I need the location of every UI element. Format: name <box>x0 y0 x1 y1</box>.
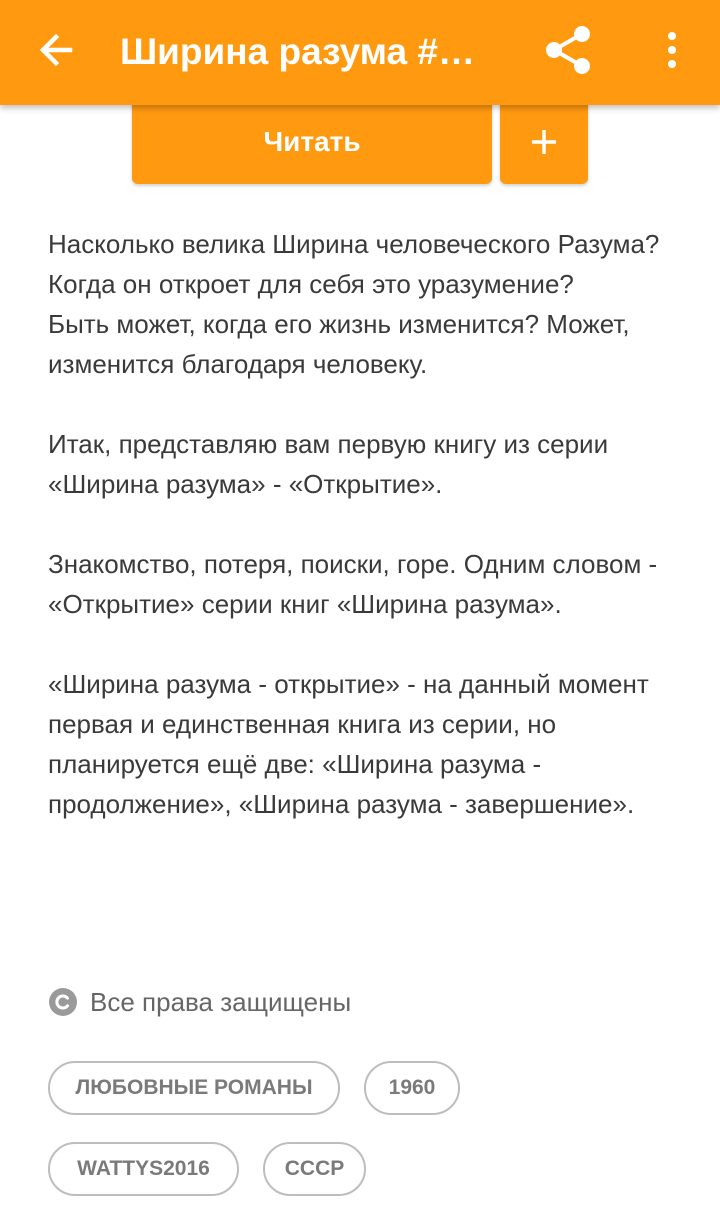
tag-chip[interactable]: 1960 <box>364 1061 460 1115</box>
description-paragraph: Итак, представляю вам первую книгу из серии «Ширина разума» - «Открытие». <box>48 429 609 499</box>
story-description <box>48 224 688 824</box>
share-button[interactable] <box>542 24 594 76</box>
copyright-notice <box>48 982 351 1022</box>
add-to-library-button[interactable] <box>500 100 588 184</box>
app-bar <box>0 0 720 105</box>
read-button-label: Читать <box>263 126 361 157</box>
description-paragraph: «Ширина разума - открытие» - на данный момент первая и единственная книга из серии, но планируется ещё две: «Ширина разума - продолжение», «Ширина разума - завершение». <box>48 669 649 819</box>
tag-chip[interactable]: WATTYS2016 <box>48 1142 239 1196</box>
tag-chip[interactable]: ЛЮБОВНЫЕ РОМАНЫ <box>48 1061 340 1115</box>
copyright-icon <box>48 987 78 1017</box>
arrow-left-icon <box>36 30 76 70</box>
description-paragraph: Знакомство, потеря, поиски, горе. Одним словом - «Открытие» серии книг «Ширина разума». <box>48 549 658 619</box>
more-options-button[interactable] <box>660 30 684 70</box>
copyright-text: Все права защищены <box>90 986 352 1017</box>
share-icon <box>542 24 594 76</box>
description-paragraph: Насколько велика Ширина человеческого Разума? Когда он откроет для себя это уразумение? Быть может, когда его жизнь изменится? Может, изменится благодаря человеку. <box>48 229 660 379</box>
tag-chip[interactable]: СССР <box>263 1142 366 1196</box>
read-button[interactable] <box>132 100 492 184</box>
back-button[interactable] <box>36 30 76 70</box>
more-vert-icon <box>660 30 684 70</box>
page-title: Ширина разума #… <box>120 31 475 72</box>
plus-icon <box>529 127 559 157</box>
